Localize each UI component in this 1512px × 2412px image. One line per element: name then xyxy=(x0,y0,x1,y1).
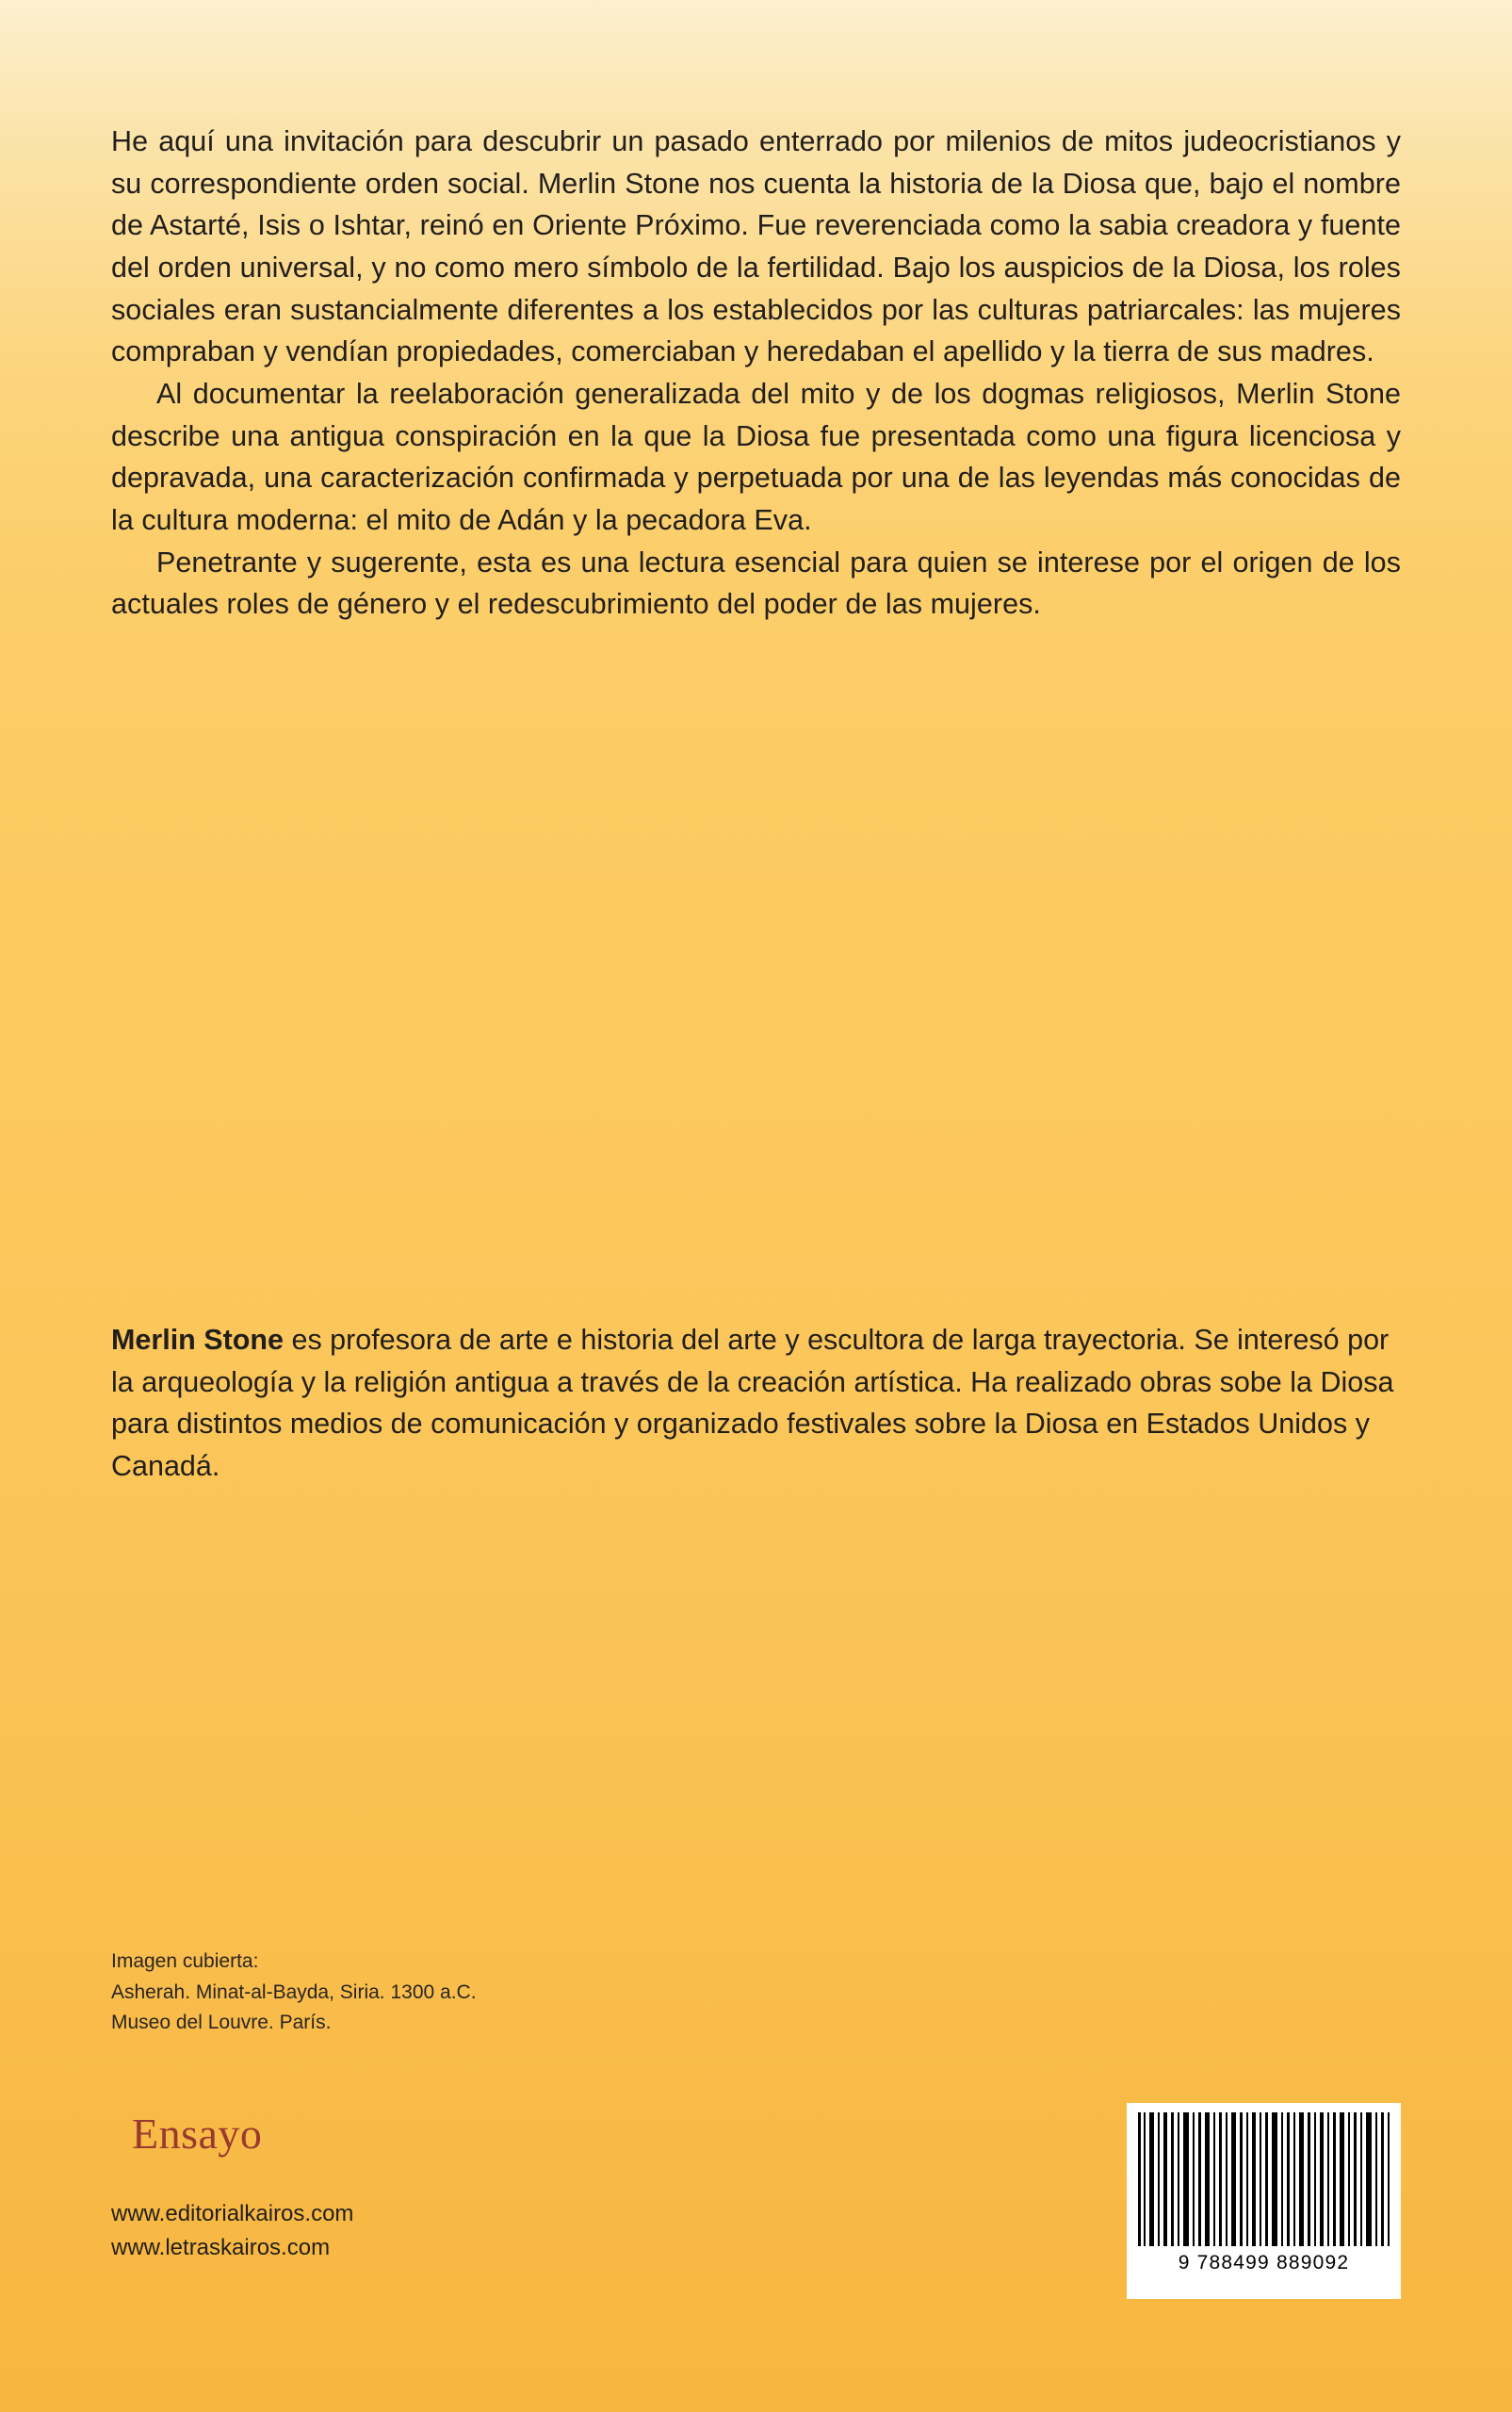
collection-name: Ensayo xyxy=(132,2110,263,2158)
imprint-url: www.letraskairos.com xyxy=(111,2235,331,2260)
credit-line-1: Asherah. Minat-al-Bayda, Siria. 1300 a.C. xyxy=(111,1980,477,2003)
blurb-paragraph-2: Al documentar la reelaboración generalizada del mito y de los dogmas religiosos, Merlin Stone describe una antigua conspiración en la que la Diosa fue presentada como una figura licenciosa y depravada, una caracterización confirmada y perpetuada por una de las leyendas más conocidas de la cultura moderna: el mito de Adán y la pecadora Eva. xyxy=(111,378,1401,537)
blurb-paragraph-1: He aquí una invitación para descubrir un pasado enterrado por milenios de mitos judeocristianos y su correspondiente orden social. Merlin Stone nos cuenta la historia de la Diosa que, bajo el nombre de Astarté, Isis o Ishtar, reinó en Oriente Próximo. Fue reverenciada como la sabia creadora y fuente del orden universal, y no como mero símbolo de la fertilidad. Bajo los auspicios de la Diosa, los roles sociales eran sustancialmente diferentes a los establecidos por las culturas patriarcales: las mujeres compraban y vendían propiedades, comerciaban y heredaban el apellido y la tierra de sus madres. xyxy=(111,125,1401,368)
cover-image-credit xyxy=(111,1947,477,2039)
author-bio-text: es profesora de arte e historia del arte y escultora de larga trayectoria. Se interesó por la arqueología y la religión antigua a través de la creación artística. Ha realizado obras sobe la Diosa para distintos medios de comunicación y organizado festivales sobre la Diosa en Estados Unidos y Canadá. xyxy=(111,1324,1394,1483)
publisher-url: www.editorialkairos.com xyxy=(111,2201,354,2226)
credit-line-2: Museo del Louvre. París. xyxy=(111,2012,332,2034)
credit-label: Imagen cubierta: xyxy=(111,1950,259,1972)
barcode-bars-icon xyxy=(1136,2112,1391,2246)
author-bio-block xyxy=(111,1319,1401,1488)
blurb-paragraph-3: Penetrante y sugerente, esta es una lectura esencial para quien se interese por el origen de los actuales roles de género y el redescubrimiento del poder de las mujeres. xyxy=(111,546,1401,621)
isbn-barcode xyxy=(1127,2103,1401,2299)
author-bio-paragraph xyxy=(111,1319,1401,1488)
blurb-text-block xyxy=(111,121,1401,626)
publisher-urls xyxy=(111,2197,353,2265)
author-name: Merlin Stone xyxy=(111,1324,285,1356)
isbn-number: 9 788499 889092 xyxy=(1178,2252,1350,2273)
